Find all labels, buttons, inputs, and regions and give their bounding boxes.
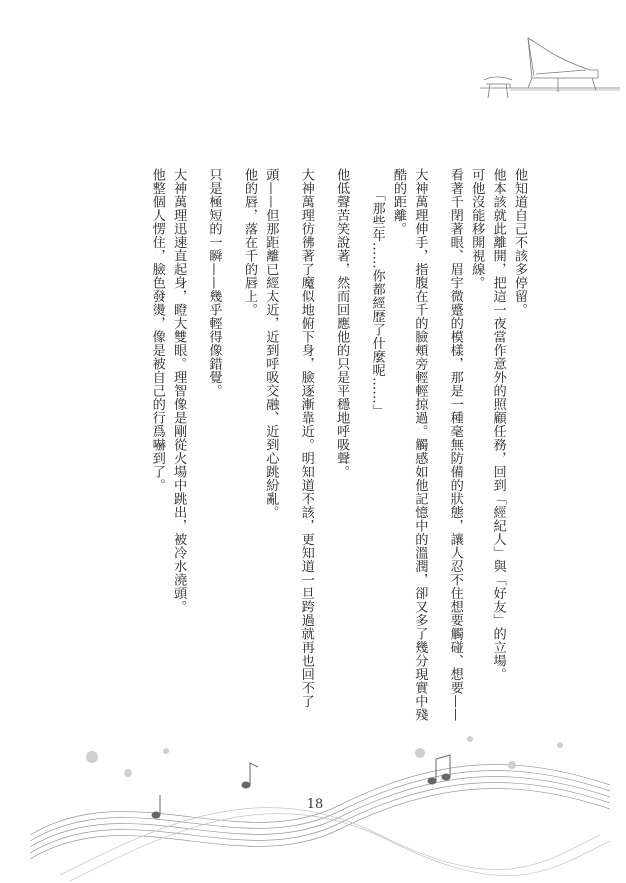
- text-line: 大神萬理伸手，指腹在千的臉頰旁輕輕掠過。觸感如他記憶中的溫潤，卻又多了幾分現實中殘: [412, 168, 428, 722]
- text-line: 頭——但那距離已經太近，近到呼吸交融、近到心跳紛亂。: [263, 168, 279, 519]
- text-line: 看著千閉著眼、眉宇微蹙的模樣，那是一種毫無防備的狀態，讓人忍不住想要觸碰、想要——: [447, 168, 463, 722]
- page-number: 18: [306, 797, 324, 812]
- quote-line: 「那些年……你都經歷了什麼呢……」: [369, 188, 385, 418]
- text-line: 大神萬理迅速直起身，瞪大雙眼。理智像是剛從火場中跳出，被冷水澆頭。: [171, 168, 187, 614]
- text-line: 他知道自己不該多停留。: [512, 168, 527, 317]
- text-line: 他低聲苦笑說著，然而回應他的只是平穩地呼吸聲。: [334, 168, 350, 479]
- text-line: 大神萬理彷彿著了魔似地俯下身，臉逐漸靠近。明知道不該，更知道一旦跨過就再也回不了: [298, 168, 314, 708]
- text-line: 他整個人愣住，臉色發燙，像是被自己的行爲嚇到了。: [149, 168, 165, 492]
- text-line: 可他沒能移開視線。: [469, 168, 485, 290]
- text-line: 他本該就此離開，把這一夜當作意外的照顧任務，回到「經紀人」與「好友」的立場。: [490, 168, 506, 681]
- music-notes-wave-icon: [0, 715, 626, 883]
- vertical-text-body: [146, 168, 530, 768]
- text-line: 他的唇，落在千的唇上。: [241, 168, 257, 317]
- text-line: 酷的距離。: [390, 168, 406, 236]
- piano-sketch-icon: [470, 18, 626, 118]
- text-line: 只是極短的一瞬——幾乎輕得像錯覺。: [206, 168, 222, 398]
